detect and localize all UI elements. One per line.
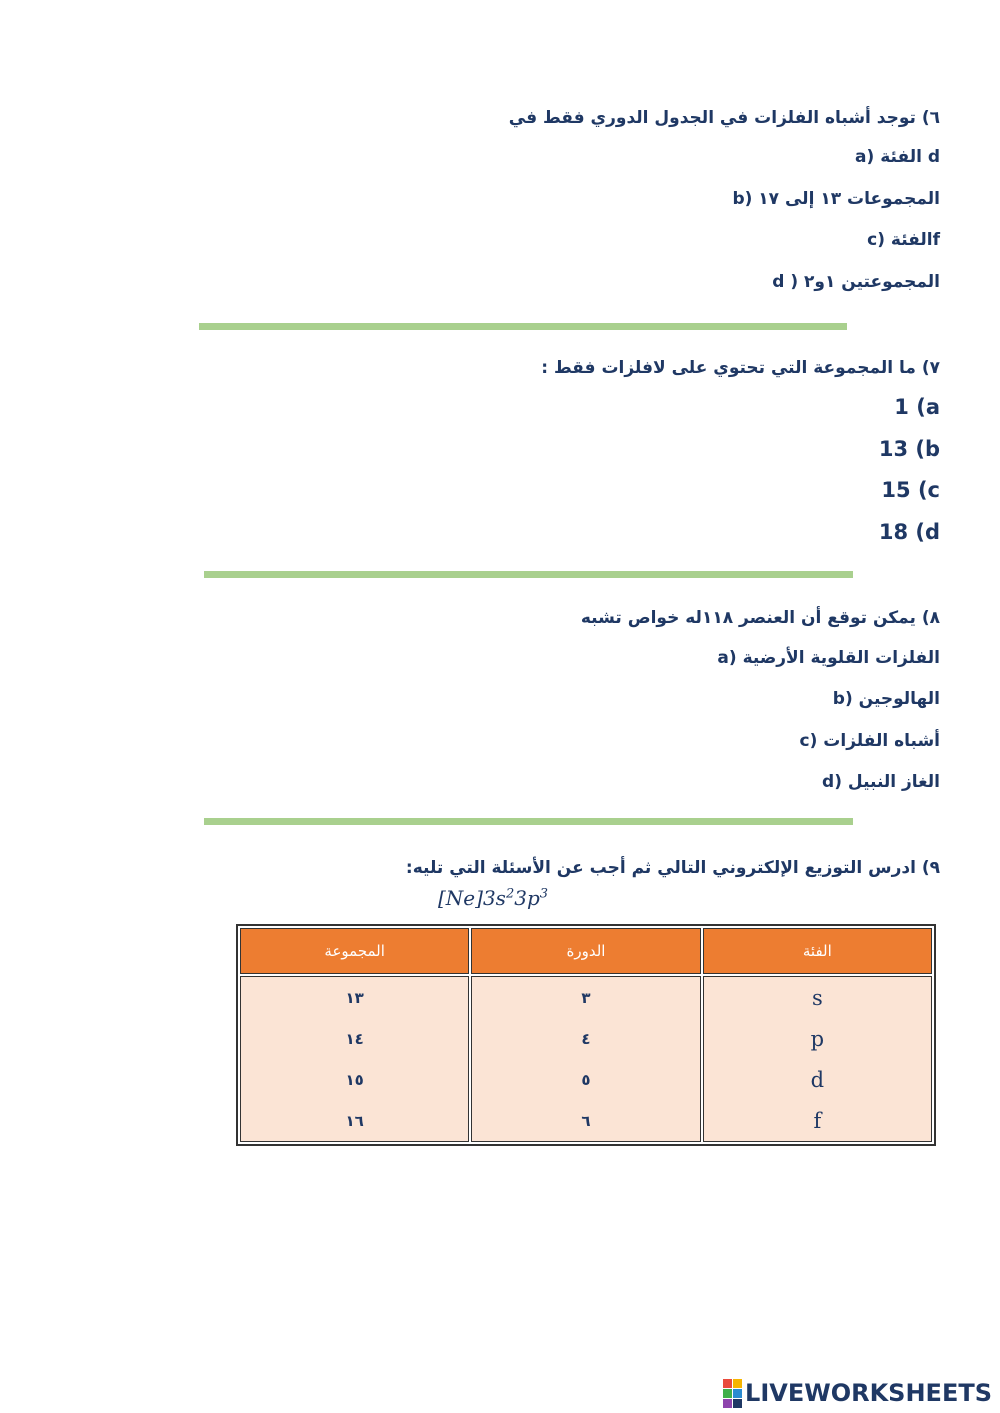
logo-mark-icon: [723, 1379, 742, 1408]
group-option[interactable]: ١٤: [345, 1029, 364, 1048]
period-option[interactable]: ٦: [581, 1111, 591, 1130]
divider-2: [204, 571, 853, 578]
period-option[interactable]: ٥: [581, 1070, 591, 1089]
group-option[interactable]: ١٦: [345, 1111, 364, 1130]
question-7-title: ٧) ما المجموعة التي تحتوي على لافلزات فقط :: [541, 358, 940, 378]
question-6-option-a[interactable]: a) الفئة d: [855, 147, 940, 167]
group-option[interactable]: ١٣: [345, 988, 364, 1007]
question-8-option-d[interactable]: d) الغاز النبيل: [822, 772, 940, 792]
question-7-option-d[interactable]: 18 (d: [878, 520, 940, 544]
question-8-title: ٨) يمكن توقع أن العنصر ١١٨له خواص تشبه: [580, 608, 940, 628]
group-column: [240, 976, 469, 1142]
divider-1: [199, 323, 847, 330]
electron-configuration: [438, 886, 548, 910]
formula-exponent-1: 2: [505, 886, 515, 902]
liveworksheets-logo: [723, 1378, 992, 1408]
header-block: الفئة: [703, 928, 932, 974]
question-8-option-a[interactable]: a) الفلزات القلوية الأرضية: [717, 648, 940, 668]
question-8-option-b[interactable]: b) الهالوجين: [832, 689, 940, 709]
period-option[interactable]: ٣: [581, 988, 591, 1007]
question-8-option-c[interactable]: c) أشباه الفلزات: [799, 731, 940, 751]
question-6-option-b[interactable]: b) المجموعات ١٣ إلى ١٧: [732, 189, 940, 209]
question-6-option-d[interactable]: d ) المجموعتين ١و٢: [772, 272, 940, 292]
period-option[interactable]: ٤: [581, 1029, 591, 1048]
block-option[interactable]: f: [813, 1108, 822, 1133]
block-option[interactable]: p: [810, 1026, 825, 1051]
question-7-option-a[interactable]: 1 (a: [894, 395, 940, 419]
question-6-title: ٦) توجد أشباه الفلزات في الجدول الدوري فقط في: [508, 108, 940, 128]
period-column: [471, 976, 700, 1142]
question-9-title: ٩) ادرس التوزيع الإلكتروني التالي ثم أجب عن الأسئلة التي تليه:: [405, 858, 940, 878]
formula-core: [Ne]: [438, 886, 483, 910]
question-7-option-c[interactable]: 15 (c: [881, 478, 940, 502]
formula-orbital-1: 3s: [482, 886, 506, 910]
answer-table: [236, 924, 936, 1146]
logo-text: LIVEWORKSHEETS: [745, 1379, 992, 1407]
divider-3: [204, 818, 853, 825]
formula-exponent-2: 3: [539, 886, 549, 902]
block-option[interactable]: s: [811, 985, 823, 1010]
header-period: الدورة: [471, 928, 700, 974]
block-option[interactable]: d: [810, 1067, 825, 1092]
question-7-option-b[interactable]: 13 (b: [878, 437, 940, 461]
formula-orbital-2: 3p: [514, 886, 540, 910]
question-6-option-c[interactable]: c) الفئةf: [867, 230, 940, 250]
group-option[interactable]: ١٥: [345, 1070, 364, 1089]
block-column: [703, 976, 932, 1142]
header-group: المجموعة: [240, 928, 469, 974]
